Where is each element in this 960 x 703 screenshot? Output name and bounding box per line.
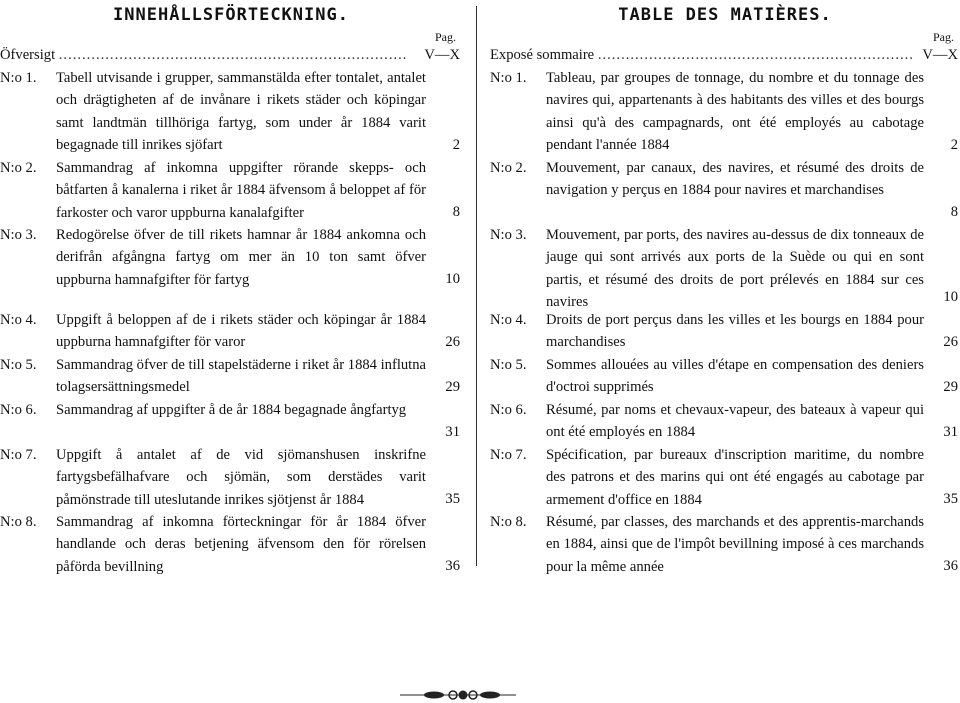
entry-text: Spécification, par bureaux d'inscription maritime, du nombre des patrons et des marins qui ont été engagés au cabotage par armement d'office en 1884 (546, 446, 924, 508)
entry-number: N:o 8. (0, 513, 37, 530)
entry-number: N:o 4. (0, 311, 37, 328)
toc-entry (0, 67, 462, 157)
ornament-icon (398, 688, 518, 702)
toc-entry (490, 511, 960, 578)
swedish-title: INNEHÅLLSFÖRTECKNING. (113, 5, 349, 25)
entry-number: N:o 7. (490, 446, 527, 463)
swedish-column (0, 0, 462, 578)
intro-label: Öfversigt (0, 47, 56, 63)
entry-text: Tabell utvisande i grupper, sammanstälda efter tontalet, antalet och drägtigheten af de invånare i rikets städer och köpingar samt landtmän tillhöriga fartyg, som under år 1884 varit begagnade till inrikes sjöfart (56, 69, 426, 153)
toc-entry (490, 399, 960, 444)
intro-page: V—X (922, 47, 958, 63)
toc-entry (0, 224, 462, 291)
entry-number: N:o 5. (490, 356, 527, 373)
entry-text: Résumé, par noms et chevaux-vapeur, des bateaux à vapeur qui ont été employés en 1884 (546, 401, 924, 440)
entry-number: N:o 7. (0, 446, 37, 463)
entry-page: 10 (943, 289, 958, 305)
entry-page: 8 (452, 204, 460, 220)
entry-text: Redogörelse öfver de till rikets hamnar år 1884 ankomna och derifrån afgångna fartyg om mer än 10 ton samt öfver uppburna hamnafgifter för fartyg (56, 226, 426, 288)
toc-entry (0, 399, 462, 444)
pag-label: Pag. (435, 30, 456, 44)
entry-number: N:o 2. (490, 159, 527, 176)
entry-page: 35 (943, 491, 958, 507)
toc-entry (0, 354, 462, 399)
toc-entry (490, 67, 960, 157)
entry-number: N:o 2. (0, 159, 37, 176)
entry-number: N:o 3. (0, 226, 37, 243)
french-title: TABLE DES MATIÈRES. (618, 5, 832, 25)
entry-text: Uppgift å antalet af de vid sjömanshusen inskrifne fartygsbefälhafvare och sjömän, som derstädes varit påmönstrade till uteslutande inrikes sjötjenst år 1884 (56, 446, 426, 508)
entry-number: N:o 3. (490, 226, 527, 243)
entry-text: Résumé, par classes, des marchands et des apprentis-marchands en 1884, ainsi que de l'impôt bevillning imposé à ces marchands pour la même année (546, 513, 924, 575)
entry-page: 26 (445, 334, 460, 350)
entry-page: 10 (445, 271, 460, 287)
toc-entry (490, 444, 960, 511)
pag-label: Pag. (933, 30, 954, 44)
entry-number: N:o 5. (0, 356, 37, 373)
entry-number: N:o 6. (0, 401, 37, 418)
entry-number: N:o 4. (490, 311, 527, 328)
french-column (490, 0, 960, 578)
entry-page: 29 (445, 379, 460, 395)
entry-text: Sammandrag af inkomna uppgifter rörande skepps- och båtfarten å kanalerna i riket år 1884 äfvensom å beloppet af för farkoster och varor uppburna kanalafgifter (56, 159, 426, 221)
entry-number: N:o 1. (490, 69, 527, 86)
toc-entry (0, 511, 462, 578)
toc-entry (0, 157, 462, 224)
entry-page: 2 (452, 137, 460, 153)
entry-number: N:o 1. (0, 69, 37, 86)
entry-text: Sammandrag af inkomna förteckningar för år 1884 öfver handlande och deras betjening äfvensom den för rörelsen påförda bevillning (56, 513, 426, 575)
entry-page: 36 (943, 558, 958, 574)
entry-number: N:o 6. (490, 401, 527, 418)
entry-text: Mouvement, par ports, des navires au-dessus de dix tonneaux de jauge qui sont arrivés aux ports de la Suède ou qui en sont partis, et résumé des droits de port prélevés en 1884 sur ces navires (546, 226, 924, 310)
entry-page: 29 (943, 379, 958, 395)
intro-row: Öfversigt ........................................................................... V—X (0, 44, 462, 67)
entry-text: Sommes allouées au villes d'étape en compensation des deniers d'octroi supprimés (546, 356, 924, 395)
column-divider (476, 6, 477, 566)
entry-page: 36 (445, 558, 460, 574)
entry-text: Droits de port perçus dans les villes et les bourgs en 1884 pour marchandises (546, 311, 924, 350)
entry-number: N:o 8. (490, 513, 527, 530)
toc-entry (490, 224, 960, 309)
entry-page: 31 (445, 424, 460, 440)
entry-page: 35 (445, 491, 460, 507)
toc-entry (490, 309, 960, 354)
toc-entry (0, 309, 462, 354)
entry-page: 8 (950, 204, 958, 220)
entry-page: 2 (950, 137, 958, 153)
entry-text: Tableau, par groupes de tonnage, du nombre et du tonnage des navires qui, appartenants à des habitants des villes et des bourgs ainsi qu'à des campagnards, ont été employés au cabotage pendant l'année 1884 (546, 69, 924, 153)
toc-entry (490, 354, 960, 399)
intro-page: V—X (424, 47, 460, 63)
toc-entry (490, 157, 960, 224)
entry-page: 31 (943, 424, 958, 440)
entry-text: Mouvement, par canaux, des navires, et résumé des droits de navigation y perçus en 1884 pour navires et marchandises (546, 159, 924, 198)
intro-row: Exposé sommaire .................................................................... V—X (490, 44, 960, 67)
intro-label: Exposé sommaire (490, 47, 595, 63)
entry-text: Uppgift å beloppen af de i rikets städer och köpingar år 1884 uppburna hamnafgifter för varor (56, 311, 426, 350)
entry-page: 26 (943, 334, 958, 350)
entry-text: Sammandrag öfver de till stapelstäderne i riket år 1884 influtna tolagsersättningsmedel (56, 356, 426, 395)
entry-text: Sammandrag af uppgifter å de år 1884 begagnade ångfartyg (56, 401, 407, 418)
toc-entry (0, 444, 462, 511)
